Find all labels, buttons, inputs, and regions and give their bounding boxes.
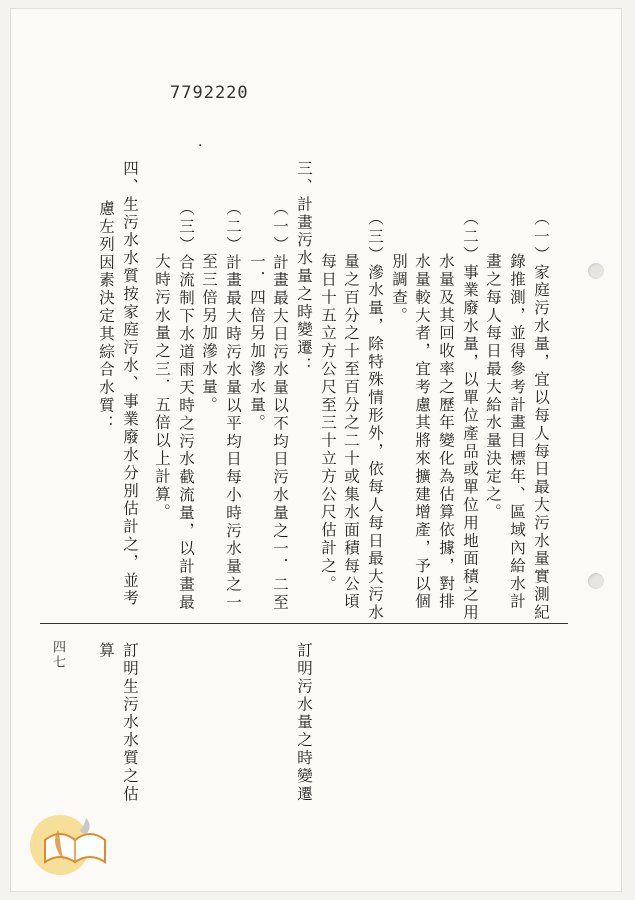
body-column-16: （三）合流制下水道雨天時之污水截流量，以計畫最 xyxy=(177,200,195,612)
margin-divider xyxy=(40,623,568,624)
body-column-5: 水量及其回收率之歷年變化為估算依據，對排 xyxy=(437,253,455,611)
punch-hole xyxy=(588,263,604,279)
section-heading-3: 三、計畫污水量之時變遷： xyxy=(295,160,313,375)
body-column-8: （三）滲水量，除特殊情形外，依每人每日最大污水 xyxy=(366,210,384,622)
stamp-number: 7792220 xyxy=(170,83,249,103)
body-column-3: 畫之每人每日最大給水量決定之。 xyxy=(484,253,502,522)
body-column-10: 每日十五立方公尺至三十立方公尺估計之。 xyxy=(319,253,337,594)
library-logo-icon xyxy=(20,800,120,880)
body-column-6: 水量較大者，宜考慮其將來擴建增產，予以個 xyxy=(413,253,431,611)
section-heading-4: 四、生污水水質按家庭污水、事業廢水分別估計之，並考 xyxy=(121,160,139,608)
body-column-14: （二）計畫最大時污水量以平均日每小時污水量之一 xyxy=(224,200,242,612)
page-number: 四七 xyxy=(50,640,65,670)
body-column-4: （二）事業廢水量，以單位產品或單位用地面積之用 xyxy=(461,210,479,622)
body-column-1: （一）家庭污水量，宜以每人每日最大污水量實測紀 xyxy=(532,210,550,622)
margin-note-3: 算 xyxy=(97,642,115,660)
ink-dot: · xyxy=(198,138,203,154)
margin-note-1: 訂明污水量之時變遷 xyxy=(295,642,313,804)
body-column-15: 至三倍另加滲水量。 xyxy=(200,253,218,415)
body-column-7: 別調查。 xyxy=(390,253,408,325)
body-column-19: 慮左列因素決定其綜合水質： xyxy=(97,200,115,433)
punch-hole xyxy=(588,573,604,589)
body-column-2: 錄推測，並得參考計畫目標年、區域內給水計 xyxy=(508,253,526,611)
margin-note-2: 訂明生污水水質之估 xyxy=(121,642,139,804)
body-column-13: 一．四倍另加滲水量。 xyxy=(248,253,266,432)
body-column-17: 大時污水量之三．五倍以上計算。 xyxy=(153,253,171,522)
body-column-12: （一）計畫最大日污水量以不均日污水量之一．二至 xyxy=(271,200,289,612)
body-column-9: 量之百分之十至百分之二十或集水面積每公頃 xyxy=(342,253,360,611)
